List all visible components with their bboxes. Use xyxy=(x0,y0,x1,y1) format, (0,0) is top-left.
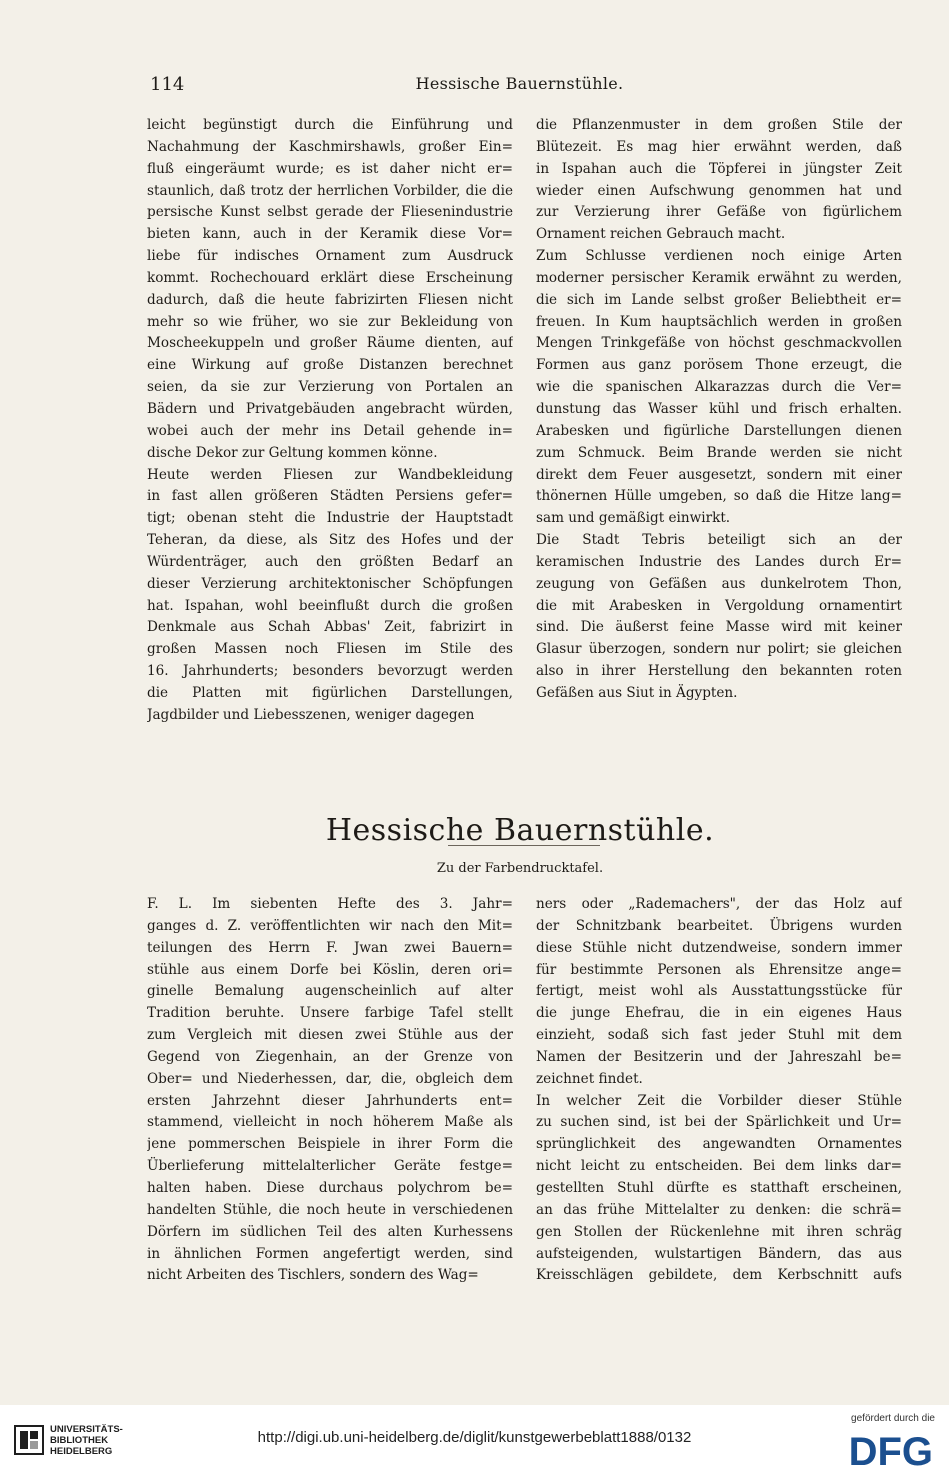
text-line: teilungen des Herrn F. Jwan zwei Bauern= xyxy=(147,939,513,956)
text-line: aufsteigenden, wulstartigen Bändern, das aus xyxy=(536,1245,902,1262)
text-line: Bädern und Privatgebäuden angebracht würden, xyxy=(147,400,513,417)
text-line: Blütezeit. Es mag hier erwähnt werden, daß xyxy=(536,138,902,155)
text-line: zeugung von Gefäßen aus dunkelrotem Thon, xyxy=(536,575,902,592)
text-line: großen Massen noch Fliesen im Stile des xyxy=(147,641,513,658)
text-line: Arabesken und figürliche Darstellungen dienen xyxy=(536,422,902,439)
text-line: Gefäßen aus Siut in Ägypten. xyxy=(536,684,738,701)
text-line: diese Stühle nicht dutzendweise, sondern immer xyxy=(536,939,902,956)
text-line: die junge Ehefrau, die in ein eigenes Haus xyxy=(536,1005,902,1022)
text-line: Nachahmung der Kaschmirshawls, großer Ein= xyxy=(147,138,513,155)
text-line: nicht Arbeiten des Tischlers, sondern des Wag= xyxy=(147,1267,479,1284)
text-line: zu suchen sind, ist bei der Spärlichkeit und Ur= xyxy=(536,1114,902,1131)
library-name-line: BIBLIOTHEK xyxy=(50,1435,109,1446)
text-line: die mit Arabesken in Vergoldung ornamentirt xyxy=(536,597,902,614)
text-line: fertigt, meist wohl als Ausstattungsstücke für xyxy=(536,983,902,1000)
text-line: In welcher Zeit die Vorbilder dieser Stühle xyxy=(536,1092,902,1109)
text-line: Würdenträger, auch den größten Bedarf an xyxy=(147,553,513,570)
text-line: Heute werden Fliesen zur Wandbekleidung xyxy=(147,466,513,483)
text-line: wobei auch der mehr ins Detail gehende in= xyxy=(147,422,513,439)
running-head xyxy=(150,74,889,98)
article-heading: Hessische Bauernstühle. xyxy=(325,813,715,848)
text-line: dadurch, daß die heute fabrizirten Fliesen nicht xyxy=(147,291,513,308)
text-line: ners oder „Rademachers", der das Holz auf xyxy=(536,896,902,912)
text-line: zur Verzierung ihrer Gefäße von figürlichem xyxy=(536,204,902,221)
text-line: leicht begünstigt durch die Einführung und xyxy=(147,117,513,133)
text-line: nicht leicht zu entscheiden. Bei dem links dar= xyxy=(536,1158,902,1175)
text-line: Formen aus ganz porösem Thone erzeugt, die xyxy=(536,357,902,374)
viewer-footer xyxy=(0,1405,949,1479)
text-line: zeichnet findet. xyxy=(536,1070,643,1087)
text-line: die sich im Lande selbst großer Beliebtheit er= xyxy=(536,291,902,308)
text-line: sprünglichkeit des angewandten Ornamentes xyxy=(536,1136,902,1153)
dfg-logo-icon xyxy=(805,1429,935,1471)
text-line: gestellten Stuhl dürfte es statthaft erscheinen, xyxy=(536,1179,902,1196)
text-line: Ornament reichen Gebrauch macht. xyxy=(536,226,786,243)
text-line: stühle aus einem Dorfe bei Köslin, deren ori= xyxy=(147,961,513,978)
text-line: dische Dekor zur Geltung kommen könne. xyxy=(147,444,438,461)
text-line: für bestimmte Personen als Ehrensitze ange= xyxy=(536,961,902,978)
text-line: Mengen Trinkgefäße von höchst geschmackvollen xyxy=(536,335,902,352)
text-column-top-left xyxy=(147,115,513,727)
text-line: Namen der Besitzerin und der Jahreszahl be= xyxy=(536,1048,902,1065)
text-line: F. L. Im siebenten Hefte des 3. Jahr= xyxy=(147,896,513,912)
text-line: Denkmale aus Schah Abbas' Zeit, fabrizirt in xyxy=(147,619,513,636)
text-column-top-right xyxy=(536,115,902,705)
text-line: mehr so wie früher, wo sie zur Bekleidung von xyxy=(147,313,513,330)
text-line: wie die spanischen Alkarazzas durch die Ver= xyxy=(536,379,902,396)
text-line: Zum Schlusse verdienen noch einige Arten xyxy=(536,248,902,265)
text-line: bieten kann, auch in der Keramik diese Vor= xyxy=(147,226,513,243)
text-line: Tradition beruhte. Unsere farbige Tafel stellt xyxy=(147,1005,513,1022)
text-line: wieder einen Aufschwung genommen hat und xyxy=(536,182,902,199)
text-line: keramischen Industrie des Landes durch Er= xyxy=(536,553,902,570)
text-line: liebe für indisches Ornament zum Ausdruck xyxy=(147,248,513,265)
text-line: moderner persischer Keramik erwähnt zu werden, xyxy=(536,269,902,286)
text-column-bottom-left xyxy=(147,894,513,1287)
text-line: Ober= und Niederhessen, dar, die, obgleich dem xyxy=(147,1070,513,1087)
text-line: ganges d. Z. veröffentlichten wir nach den Mit= xyxy=(147,917,513,934)
text-line: Jagdbilder und Liebesszenen, weniger dagegen xyxy=(147,706,475,723)
text-line: in fast allen größeren Städten Persiens gefer= xyxy=(147,488,513,505)
text-line: tigt; obenan steht die Industrie der Hauptstadt xyxy=(147,510,513,527)
text-line: der Schnitzbank bearbeitet. Übrigens wurden xyxy=(536,917,902,934)
text-line: in ähnlichen Formen angefertigt werden, sind xyxy=(147,1245,513,1262)
text-line: seien, da sie zur Verzierung von Portalen an xyxy=(147,379,513,396)
text-line: stammend, vielleicht in noch höherem Maße als xyxy=(147,1114,513,1131)
text-line: eine Wirkung auf große Distanzen berechnet xyxy=(147,357,513,374)
text-line: jene pommerschen Beispiele in ihrer Form die xyxy=(147,1136,513,1153)
text-line: in Ispahan auch die Töpferei in jüngster Zeit xyxy=(536,160,902,177)
text-line: sam und gemäßigt einwirkt. xyxy=(536,510,731,527)
text-line: an das frühe Mittelalter zu denken: die schrä= xyxy=(536,1201,902,1218)
text-line: sind. Die äußerst feine Masse wird mit keiner xyxy=(536,619,902,636)
library-name-line: HEIDELBERG xyxy=(50,1446,113,1457)
text-line: halten haben. Diese durchaus polychrom be= xyxy=(147,1179,513,1196)
funding-note: gefördert durch die xyxy=(851,1413,935,1424)
text-line: Moscheekuppeln und großer Räume dienten, auf xyxy=(147,335,513,352)
dfg-funding-badge[interactable] xyxy=(805,1413,935,1473)
text-line: hat. Ispahan, wohl beeinflußt durch die großen xyxy=(147,597,513,614)
text-line: Dörfern im südlichen Teil des alten Kurhessens xyxy=(147,1223,513,1240)
text-line: 16. Jahrhunderts; besonders bevorzugt werden xyxy=(147,663,513,680)
permalink-url[interactable]: http://digi.ub.uni-heidelberg.de/diglit/kunstgewerbeblatt1888/0132 xyxy=(257,1429,692,1446)
text-line: kommt. Rochechouard erklärt diese Erscheinung xyxy=(147,269,513,286)
text-line: staunlich, daß trotz der herrlichen Vorbilder, die die xyxy=(147,182,513,199)
text-line: Glasur überzogen, sondern nur polirt; sie gleichen xyxy=(536,641,902,658)
page-number: 114 xyxy=(150,74,185,95)
text-line: direkt dem Feuer ausgesetzt, sondern mit einer xyxy=(536,466,902,483)
text-line: zum Vergleich mit diesen zwei Stühle aus der xyxy=(147,1027,513,1044)
text-line: die Pflanzenmuster in dem großen Stile der xyxy=(536,117,902,133)
text-line: also in ihrer Herstellung den bekannten roten xyxy=(536,663,902,680)
text-line: dieser Verzierung architektonischer Schöpfungen xyxy=(147,575,513,592)
text-line: freuen. In Kum hauptsächlich werden in großen xyxy=(536,313,902,330)
library-name-line: UNIVERSITÄTS- xyxy=(50,1424,123,1435)
text-line: zum Schmuck. Beim Brande werden sie nicht xyxy=(536,444,902,461)
text-column-bottom-right xyxy=(536,894,902,1287)
text-line: Überlieferung mittelalterlicher Geräte festge= xyxy=(147,1158,513,1175)
text-line: handelten Stühle, die noch heute in verschiedenen xyxy=(147,1201,513,1218)
text-line: dunstung das Wasser kühl und frisch erhalten. xyxy=(536,400,902,417)
text-line: einzieht, sodaß sich fast jeder Stuhl mit dem xyxy=(536,1027,902,1044)
text-line: fluß eingeräumt wurde; es ist daher nicht er= xyxy=(147,160,513,177)
text-line: Gegend von Ziegenhain, an der Grenze von xyxy=(147,1048,513,1065)
dfg-logo-text: DFG xyxy=(848,1430,933,1471)
text-line: persische Kunst selbst gerade der Fliesenindustrie xyxy=(147,204,513,221)
text-line: Die Stadt Tebris beteiligt sich an der xyxy=(536,532,902,549)
text-line: Teheran, da diese, als Sitz des Hofes und der xyxy=(147,532,513,549)
text-line: gen Stollen der Rückenlehne mit ihren schräg xyxy=(536,1223,902,1240)
text-line: Kreisschlägen gebildete, dem Kerbschnitt aufs xyxy=(536,1267,902,1284)
text-line: ersten Jahrzehnt dieser Jahrhunderts ent= xyxy=(147,1092,513,1109)
article-subheading: Zu der Farbendrucktafel. xyxy=(436,861,604,876)
text-line: die Platten mit figürlichen Darstellungen, xyxy=(147,684,513,701)
text-line: ginelle Bemalung augenscheinlich auf alter xyxy=(147,983,513,1000)
running-title: Hessische Bauernstühle. xyxy=(415,74,624,93)
text-line: thönernen Hülle umgeben, so daß die Hitze lang= xyxy=(536,488,902,505)
